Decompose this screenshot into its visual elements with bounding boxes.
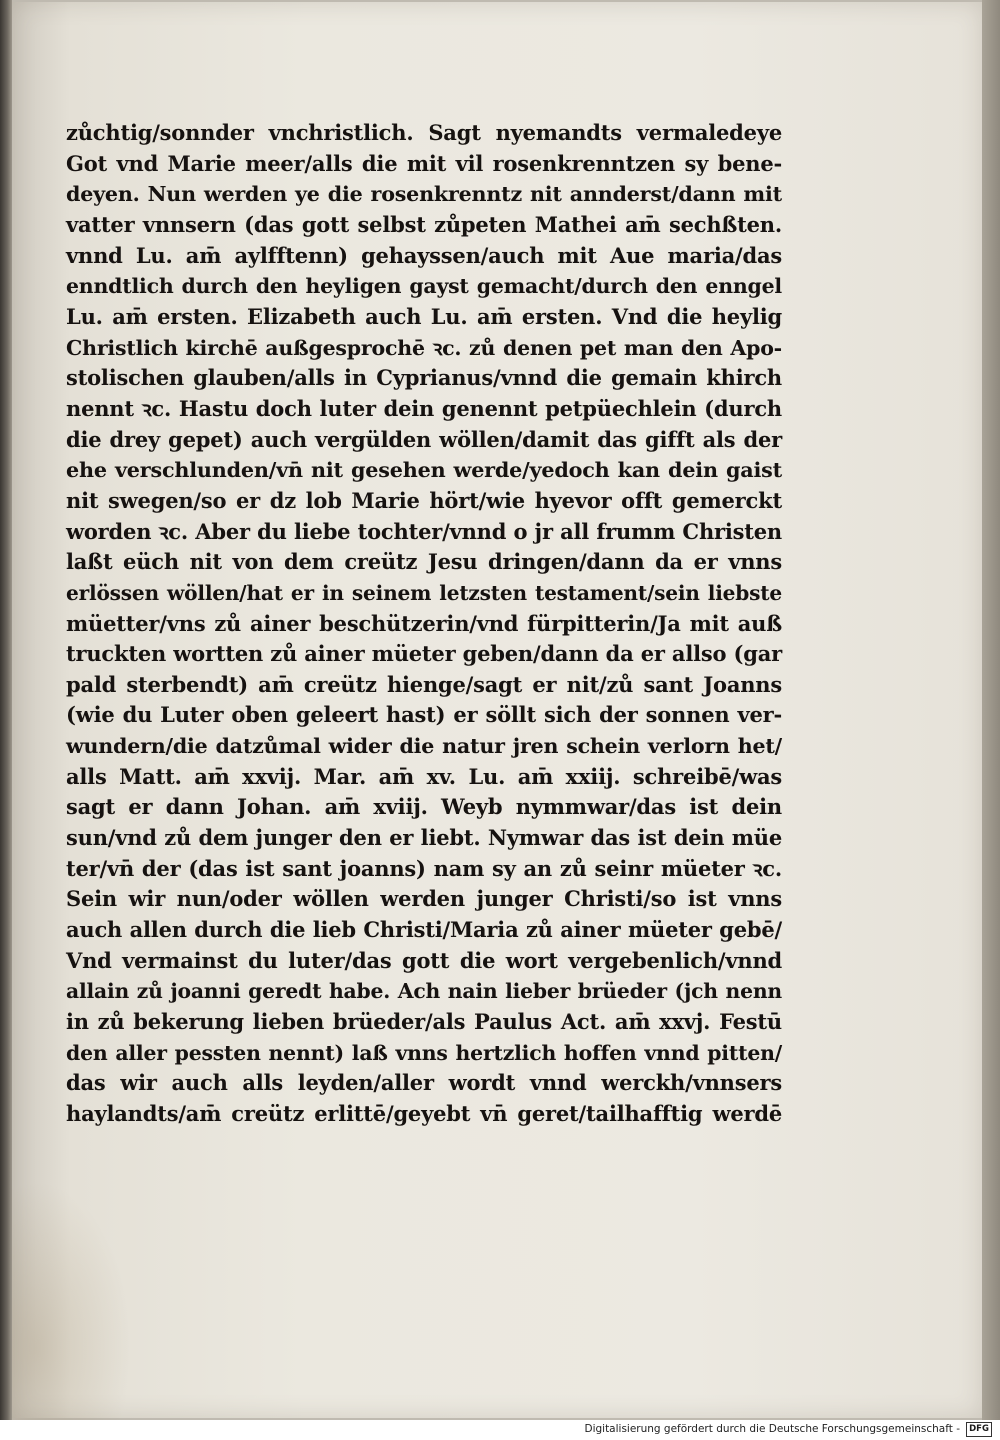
text-line: nit swegen/so er dz lob Marie hört/wie hyevor offt gemerckt [66,487,782,513]
text-line: truckten wortten zů ainer müeter geben/dann da er allso (gar [66,641,782,667]
text-line: vatter vnnsern (das gott selbst zůpeten Mathei am̄ sechßten. [66,211,782,237]
text-line: sun/vnd zů dem junger den er liebt. Nymwar das ist dein müe [66,825,782,851]
text-line: müetter/vns zů ainer beschützerin/vnd fürpitterin/Ja mit auß [66,610,782,636]
text-line: Sein wir nun/oder wöllen werden junger Christi/so ist vnns [66,886,782,912]
funding-credit: Digitalisierung gefördert durch die Deutsche Forschungsgemeinschaft - [584,1423,960,1435]
page-edge [982,0,1000,1420]
text-line: die drey gepet) auch vergülden wöllen/damit das gifft als der [66,426,782,452]
text-line: Got vnd Marie meer/alls die mit vil rosenkrenntzen sy bene- [66,150,782,176]
text-line: deyen. Nun werden ye die rosenkrenntz nit annderst/dann mit [66,182,782,207]
binding-gutter [0,0,12,1420]
text-line: (wie du Luter oben geleert hast) er söllt sich der sonnen ver- [66,702,782,728]
text-line: pald sterbendt) am̄ creütz hienge/sagt er nit/zů sant Joanns [66,671,782,697]
text-line: ter/vn̄ der (das ist sant joanns) nam sy an zů seinr müeter ꝛc. [66,855,782,881]
text-line: zůchtig/sonnder vnchristlich. Sagt nyemandts vermaledeye [66,120,782,145]
text-line: laßt eüch nit von dem creütz Jesu dringen/dann da er vnns [66,549,782,575]
text-line: auch allen durch die lieb Christi/Maria zů ainer müeter gebē/ [66,917,782,943]
text-line: Lu. am̄ ersten. Elizabeth auch Lu. am̄ ersten. Vnd die heylig [66,303,782,329]
text-line: haylandts/am̄ creütz erlittē/geyebt vn̄ geret/tailhafftig werdē [66,1101,782,1126]
text-line: enndtlich durch den heyligen gayst gemacht/durch den enngel [66,274,782,299]
text-line: Vnd vermainst du luter/das gott die wort vergebenlich/vnnd [66,947,782,973]
text-line: nennt ꝛc. Hastu doch luter dein genennt petpüechlein (durch [66,395,782,421]
text-line: ehe verschlunden/vn̄ nit gesehen werde/yedoch kan dein gaist [66,458,782,483]
text-line: wundern/die datzůmal wider die natur jren schein verlorn het/ [66,734,782,759]
text-line: allain zů joanni geredt habe. Ach nain lieber brüeder (jch nenn [66,979,782,1004]
text-line: alls Matt. am̄ xxvij. Mar. am̄ xv. Lu. am̄ xxiij. schreibē/was [66,763,782,789]
text-line: erlössen wöllen/hat er in seinem letzsten testament/sein liebste [66,580,782,605]
text-line: Christlich kirchē außgesprochē ꝛc. zů denen pet man den Apo- [66,335,782,360]
text-line: worden ꝛc. Aber du liebe tochter/vnnd o jr all frumm Christen [66,518,782,544]
text-block [66,118,782,1130]
text-line: das wir auch alls leyden/aller wordt vnnd werckh/vnnsers [66,1070,782,1096]
text-line: in zů bekerung lieben brüeder/als Paulus Act. am̄ xxvj. Festū [66,1009,782,1035]
dfg-logo[interactable]: DFG [966,1422,992,1437]
paper-stain [12,1180,132,1420]
text-line: sagt er dann Johan. am̄ xviij. Weyb nymmwar/das ist dein [66,794,782,820]
text-line: den aller pessten nennt) laß vnns hertzlich hoffen vnnd pitten/ [66,1040,782,1065]
text-line: stolischen glauben/alls in Cyprianus/vnnd die gemain khirch [66,365,782,391]
text-line: vnnd Lu. am̄ aylfftenn) gehayssen/auch mit Aue maria/das [66,242,782,268]
